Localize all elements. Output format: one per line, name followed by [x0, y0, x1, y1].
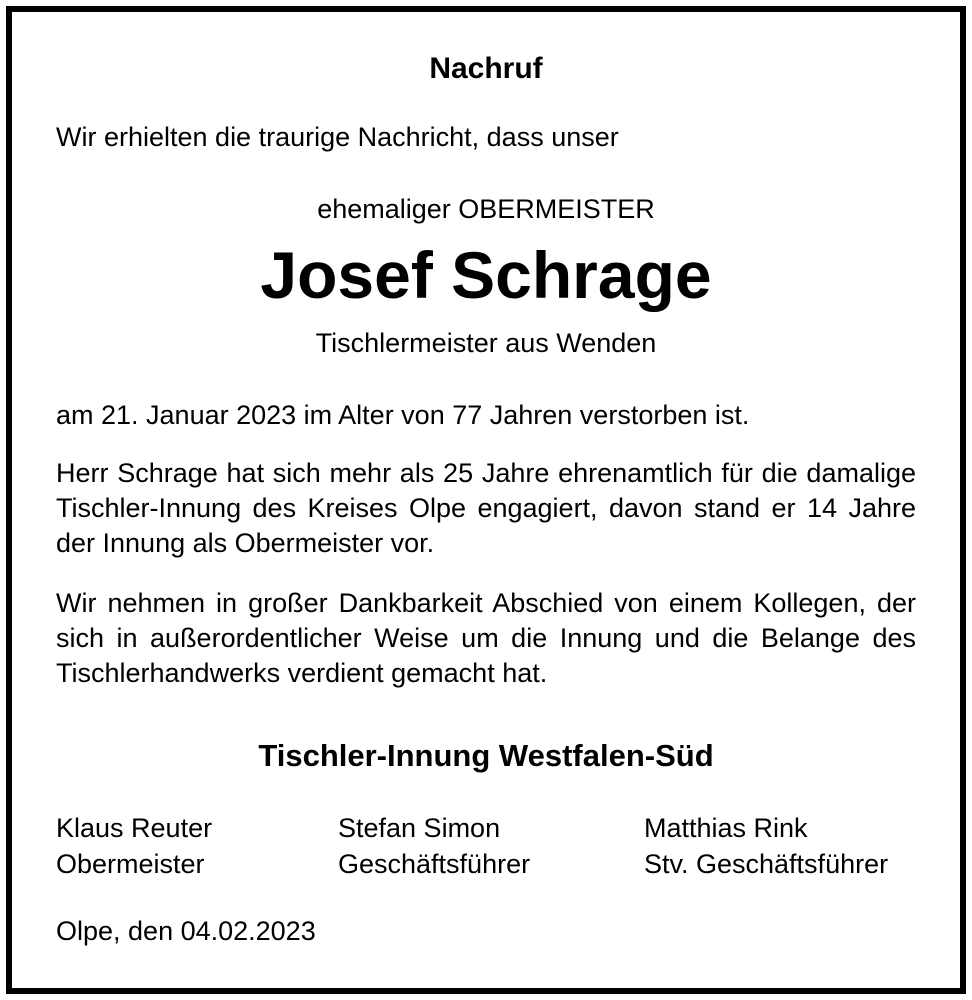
- signatory-name: Matthias Rink: [644, 813, 808, 843]
- signatory: [56, 810, 212, 882]
- paragraph-farewell: Wir nehmen in großer Dankbarkeit Abschied von einem Kollegen, der sich in außerordentlicher Weise um die Innung und die Belange des Tischlerhandwerks verdient gemacht hat.: [56, 588, 916, 688]
- signatory: [644, 810, 888, 882]
- signatory-role: Geschäftsführer: [338, 849, 531, 879]
- intro-text: Wir erhielten die traurige Nachricht, dass unser: [56, 122, 619, 152]
- deceased-profession: Tischlermeister aus Wenden: [315, 328, 657, 358]
- notice-heading: Nachruf: [429, 52, 543, 85]
- organization-name: Tischler-Innung Westfalen-Süd: [258, 738, 714, 773]
- deceased-name: Josef Schrage: [260, 238, 712, 312]
- signatory-name: Stefan Simon: [338, 813, 501, 843]
- signatory-name: Klaus Reuter: [56, 813, 213, 843]
- signatory-role: Stv. Geschäftsführer: [644, 849, 889, 879]
- signatory-role: Obermeister: [56, 849, 205, 879]
- former-title: ehemaliger OBERMEISTER: [317, 194, 655, 224]
- paragraph-service: Herr Schrage hat sich mehr als 25 Jahre ehrenamtlich für die damalige Tischler-Innung des Kreises Olpe engagiert, davon stand er 14 Jahre der Innung als Obermeister vor.: [56, 458, 916, 558]
- signatory: [338, 810, 530, 882]
- paragraph-death-date: am 21. Januar 2023 im Alter von 77 Jahren verstorben ist.: [56, 400, 750, 430]
- place-and-date: Olpe, den 04.02.2023: [56, 916, 316, 946]
